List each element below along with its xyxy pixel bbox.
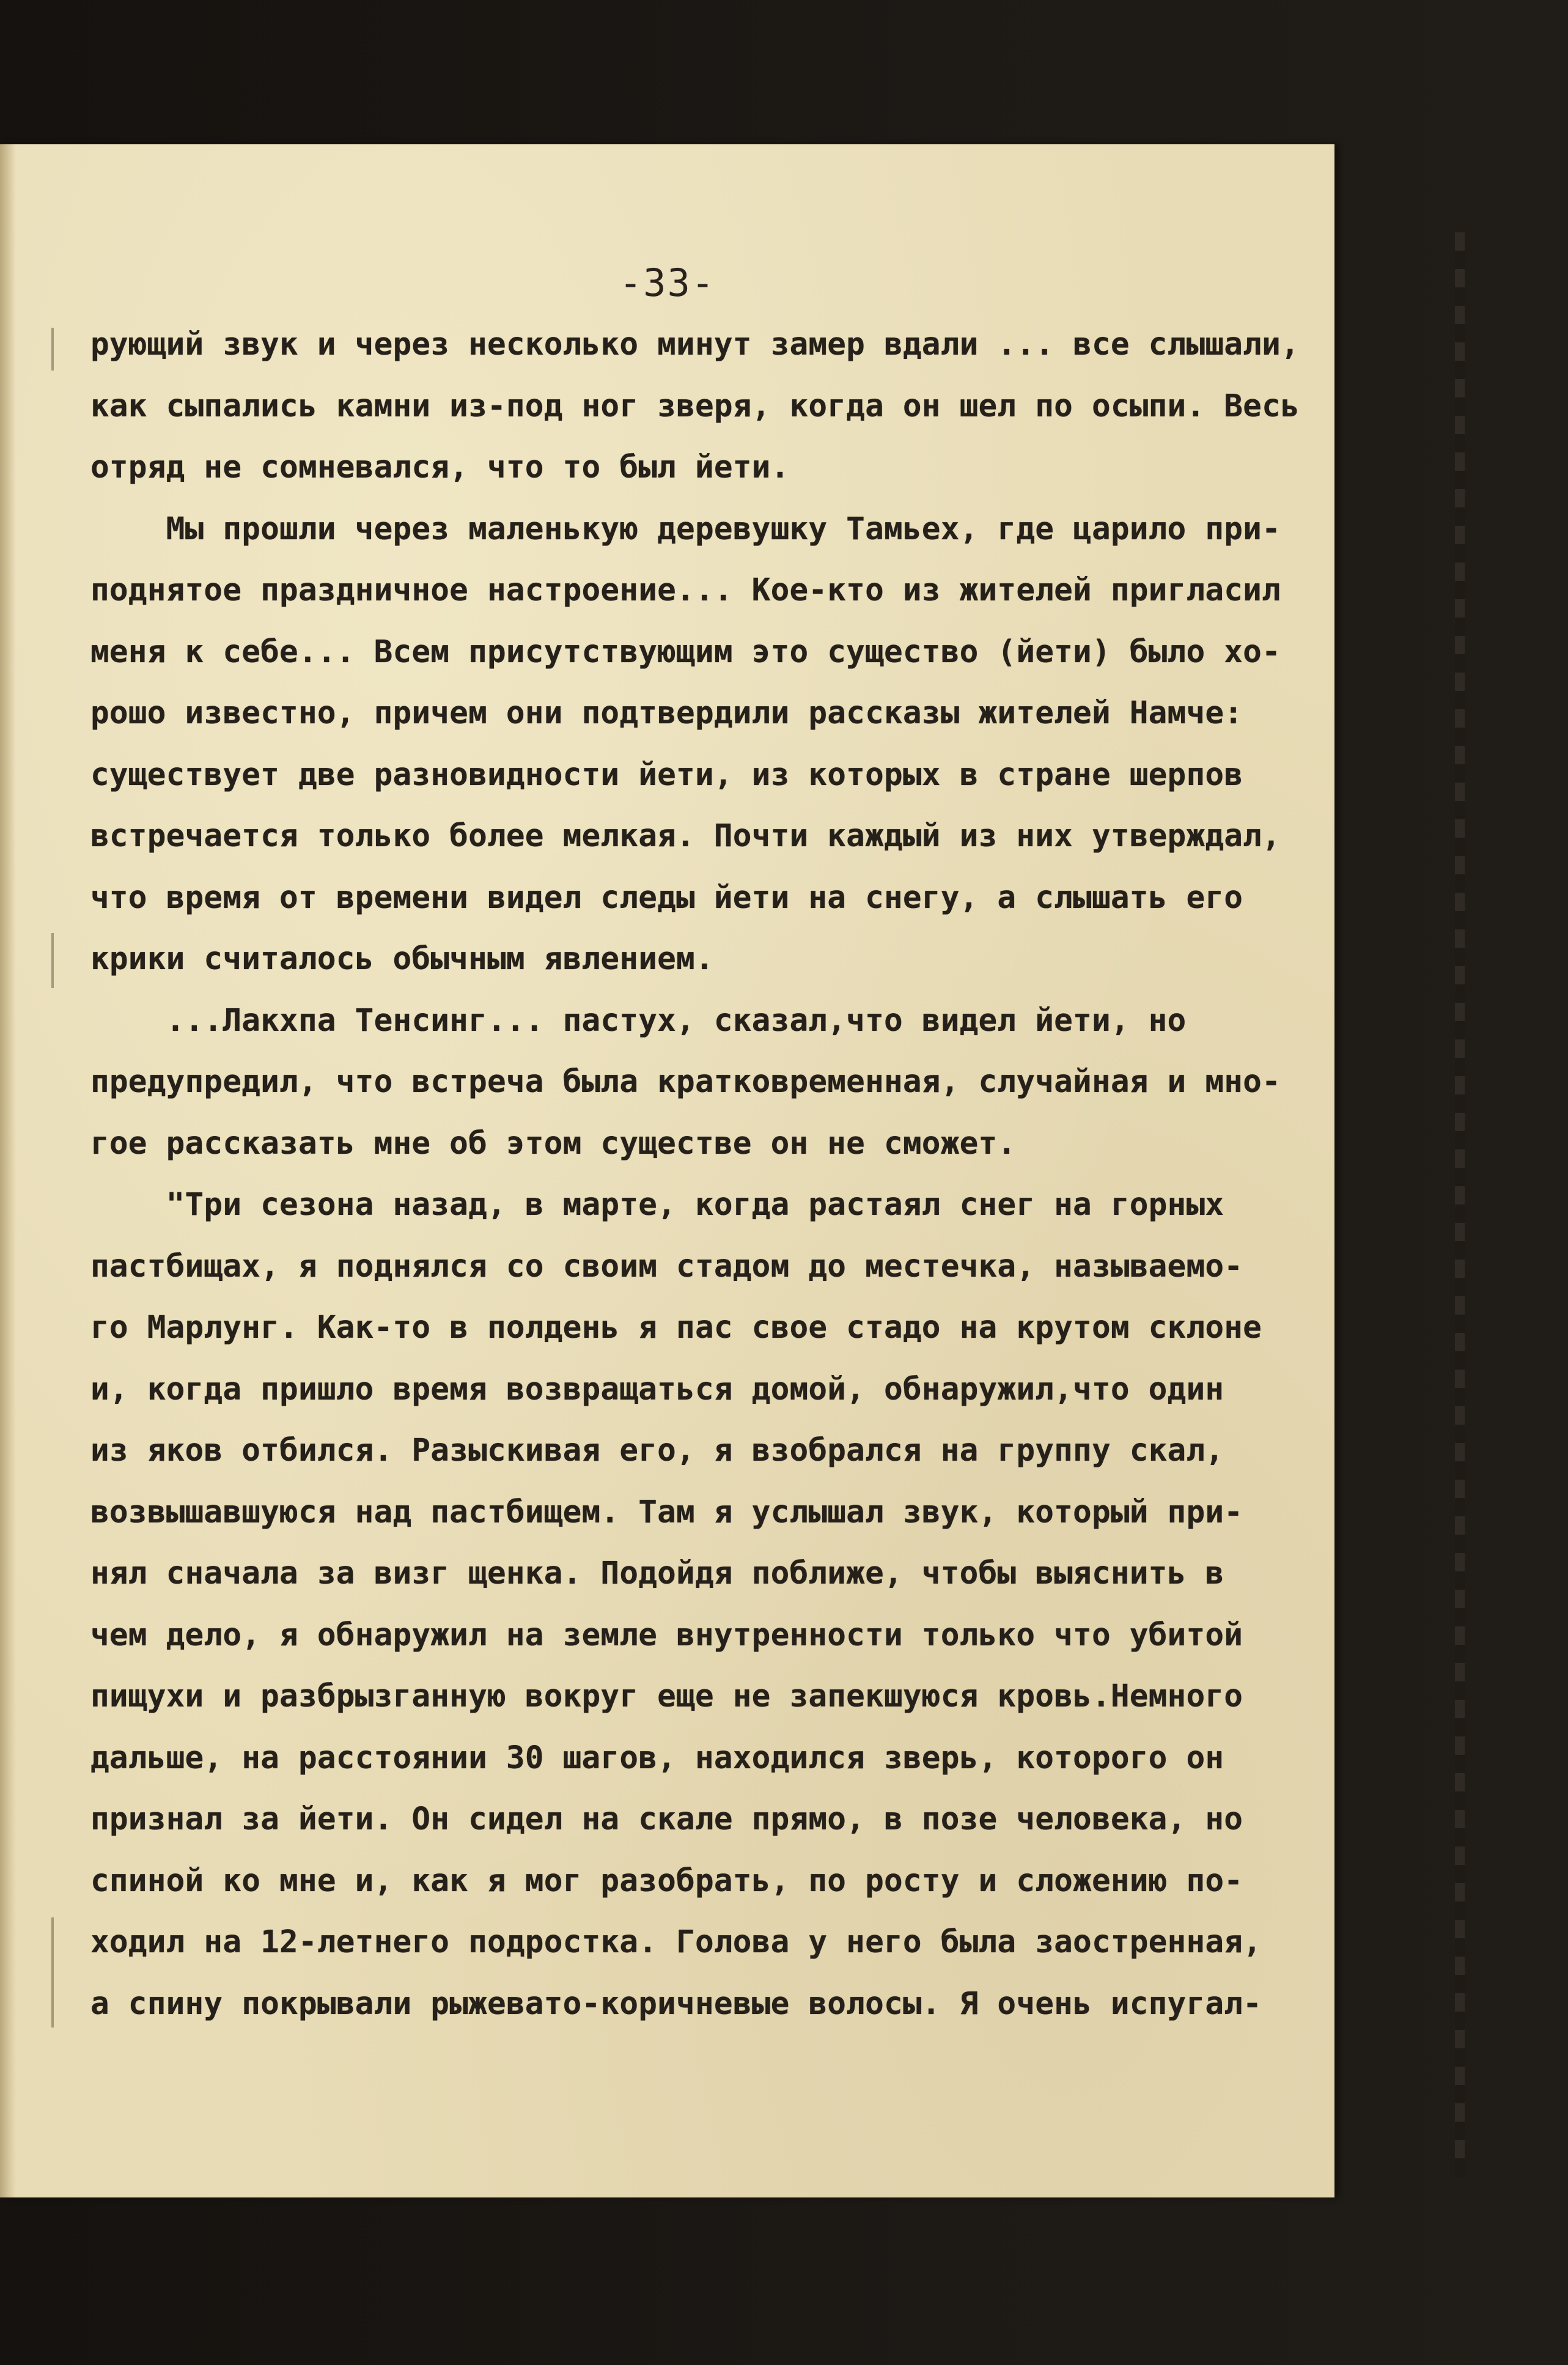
text-line: пастбищах, я поднялся со своим стадом до местечка, называемо- [90, 1248, 1243, 1285]
text-line: Мы прошли через маленькую деревушку Тамьех, где царило при- [90, 511, 1281, 547]
text-line: нял сначала за визг щенка. Подойдя поближе, чтобы выяснить в [90, 1555, 1224, 1592]
text-line: поднятое праздничное настроение... Кое-кто из жителей пригласил [90, 572, 1281, 608]
text-line: а спину покрывали рыжевато-коричневые волосы. Я очень испугал- [90, 1985, 1262, 2022]
text-line: гое рассказать мне об этом существе он не сможет. [90, 1125, 1017, 1162]
text-line: рошо известно, причем они подтвердили рассказы жителей Намче: [90, 695, 1243, 731]
text-line: из яков отбился. Разыскивая его, я взобрался на группу скал, [90, 1433, 1224, 1469]
text-line: встречается только более мелкая. Почти каждый из них утверждал, [90, 818, 1281, 854]
text-line: отряд не сомневался, что то был йети. [90, 449, 790, 485]
margin-mark [51, 933, 54, 988]
binding-strip [1455, 232, 1465, 2177]
text-line: как сыпались камни из-под ног зверя, когда он шел по осыпи. Весь [90, 388, 1300, 424]
page-edge [0, 144, 16, 2197]
text-line: пищухи и разбрызганную вокруг еще не запекшуюся кровь.Немного [90, 1678, 1243, 1714]
text-line: ...Лакхпа Тенсинг... пастух, сказал,что видел йети, но [90, 1002, 1187, 1039]
text-line: чем дело, я обнаружил на земле внутренности только что убитой [90, 1617, 1243, 1653]
text-line: возвышавшуюся над пастбищем. Там я услышал звук, который при- [90, 1494, 1243, 1530]
text-line: ходил на 12-летнего подростка. Голова у него была заостренная, [90, 1924, 1262, 1960]
text-line: "Три сезона назад, в марте, когда растаял снег на горных [90, 1187, 1224, 1223]
page-number: -33- [619, 260, 716, 305]
text-line: крики считалось обычным явлением. [90, 941, 714, 977]
document-page [0, 144, 1334, 2197]
text-line: дальше, на расстоянии 30 шагов, находился зверь, которого он [90, 1740, 1224, 1776]
margin-mark [51, 328, 54, 371]
text-line: что время от времени видел следы йети на снегу, а слышать его [90, 879, 1243, 916]
margin-mark [51, 1917, 54, 2027]
text-line: предупредил, что встреча была кратковременная, случайная и мно- [90, 1064, 1281, 1100]
text-line: спиной ко мне и, как я мог разобрать, по росту и сложению по- [90, 1862, 1243, 1899]
typewritten-text [90, 314, 1300, 2035]
text-line: рующий звук и через несколько минут замер вдали ... все слышали, [90, 327, 1300, 363]
text-line: признал за йети. Он сидел на скале прямо, в позе человека, но [90, 1801, 1243, 1837]
text-line: существует две разновидности йети, из которых в стране шерпов [90, 756, 1243, 793]
text-line: го Марлунг. Как-то в полдень я пас свое стадо на крутом склоне [90, 1310, 1262, 1346]
text-line: и, когда пришло время возвращаться домой, обнаружил,что один [90, 1371, 1224, 1408]
text-line: меня к себе... Всем присутствующим это существо (йети) было хо- [90, 633, 1281, 670]
